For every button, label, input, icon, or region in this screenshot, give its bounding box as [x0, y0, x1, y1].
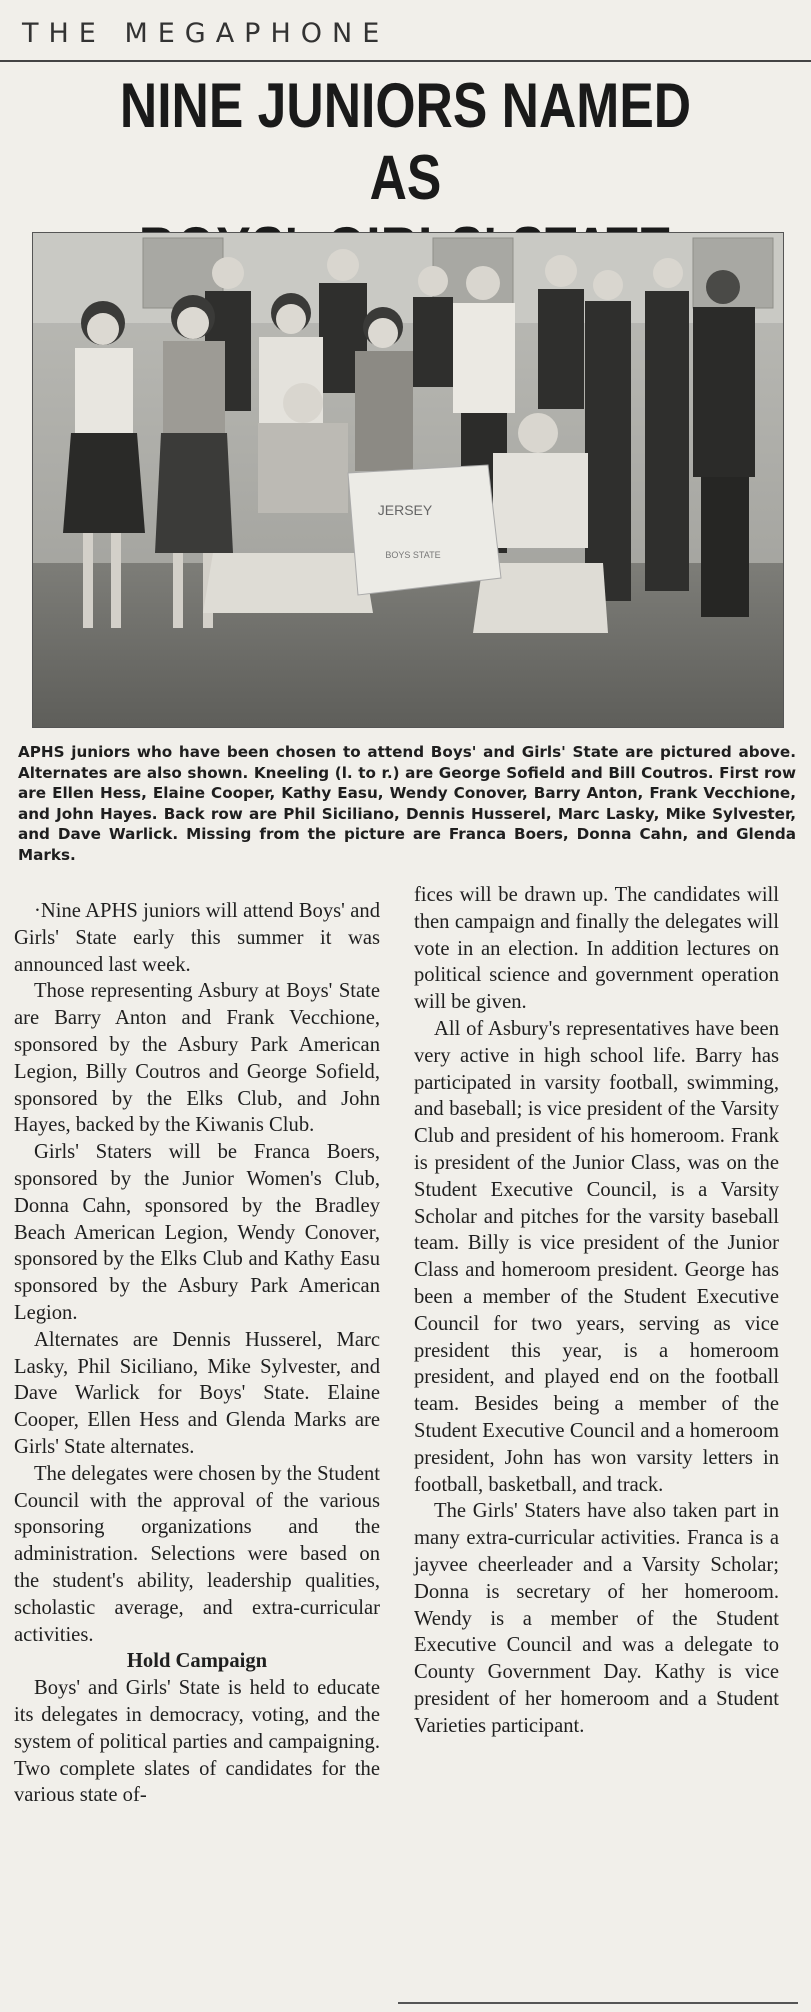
- headline-line-1: NINE JUNIORS NAMED AS: [119, 71, 692, 213]
- group-photo: [32, 232, 784, 728]
- bottom-rule: [398, 2002, 798, 2004]
- article-paragraph: Boys' and Girls' State is held to educate its delegates in democracy, voting, and the system of political parties and campaigning. Two complete slates of candidates for the various state of-: [14, 1677, 380, 1807]
- article-column-right: [414, 882, 779, 1740]
- banner-text-top: JERSEY: [377, 502, 433, 518]
- article-paragraph: Alternates are Dennis Husserel, Marc Lasky, Phil Siciliano, Mike Sylvester, and Dave Warlick for Boys' State. Elaine Cooper, Ellen Hess and Glenda Marks are Girls' State alternates.: [14, 1328, 380, 1458]
- article-subhead: Hold Campaign: [126, 1650, 268, 1673]
- article-paragraph: fices will be drawn up. The candidates will then campaign and finally the delegates will vote in an election. In addition lectures on political science and government operation will be given.: [414, 884, 779, 1014]
- article-paragraph: ·Nine APHS juniors will attend Boys' and Girls' State early this summer it was announced last week.: [14, 900, 380, 976]
- article-paragraph: All of Asbury's representatives have been very active in high school life. Barry has participated in varsity football, swimming, and baseball; is vice president of the Varsity Club and president of his homeroom. Frank is president of the Junior Class, was on the Student Executive Council, is a Varsity Scholar and pitches for the varsity baseball team. Billy is vice president of the Junior Class and homeroom president. George has been a member of the Student Executive Council for two years, serving as vice president this year, is a homeroom president, and played end on the football team. Besides being a member of the Student Executive Council and a homeroom president, John has won varsity letters in football, basketball, and track.: [414, 1017, 779, 1496]
- banner-text-bottom: BOYS STATE: [385, 550, 441, 560]
- photo-caption: APHS juniors who have been chosen to attend Boys' and Girls' State are pictured above. Alternates are also shown. Kneeling (l. to r.) are George Sofield and Bill Coutros. First row are Ellen Hess, Elaine Cooper, Kathy Easu, Wendy Conover, Barry Anton, Frank Vecchione, and John Hayes. Back row are Phil Siciliano, Dennis Husserel, Marc Lasky, Mike Sylvester, and Dave Warlick. Missing from the picture are Franca Boers, Donna Cahn, and Glenda Marks.: [18, 743, 796, 864]
- masthead-rule: [0, 60, 811, 62]
- masthead: THE MEGAPHONE: [22, 18, 390, 49]
- article-paragraph: The Girls' Staters have also taken part in many extra-curricular activities. Franca is a jayvee cheerleader and a Varsity Scholar; Donna is secretary of her homeroom. Wendy is a member of the Student Executive Council and was a delegate to County Government Day. Kathy is vice president of her homeroom and a Student Varieties participant.: [414, 1500, 779, 1737]
- article-column-left: [14, 898, 380, 1809]
- article-paragraph: Girls' Staters will be Franca Boers, sponsored by the Junior Women's Club, Donna Cahn, sponsored by the Bradley Beach American Legion, Wendy Conover, sponsored by the Elks Club and Kathy Easu sponsored by the Asbury Park American Legion.: [14, 1141, 380, 1324]
- article-paragraph: Those representing Asbury at Boys' State are Barry Anton and Frank Vecchione, sponsored by the Asbury Park American Legion, Billy Coutros and George Sofield, sponsored by the Elks Club, and John Hayes, backed by the Kiwanis Club.: [14, 980, 380, 1137]
- article-paragraph: The delegates were chosen by the Student Council with the approval of the various sponsoring organizations and the administration. Selections were based on the student's ability, leadership qualities, scholastic average, and extra-curricular activities.: [14, 1462, 380, 1646]
